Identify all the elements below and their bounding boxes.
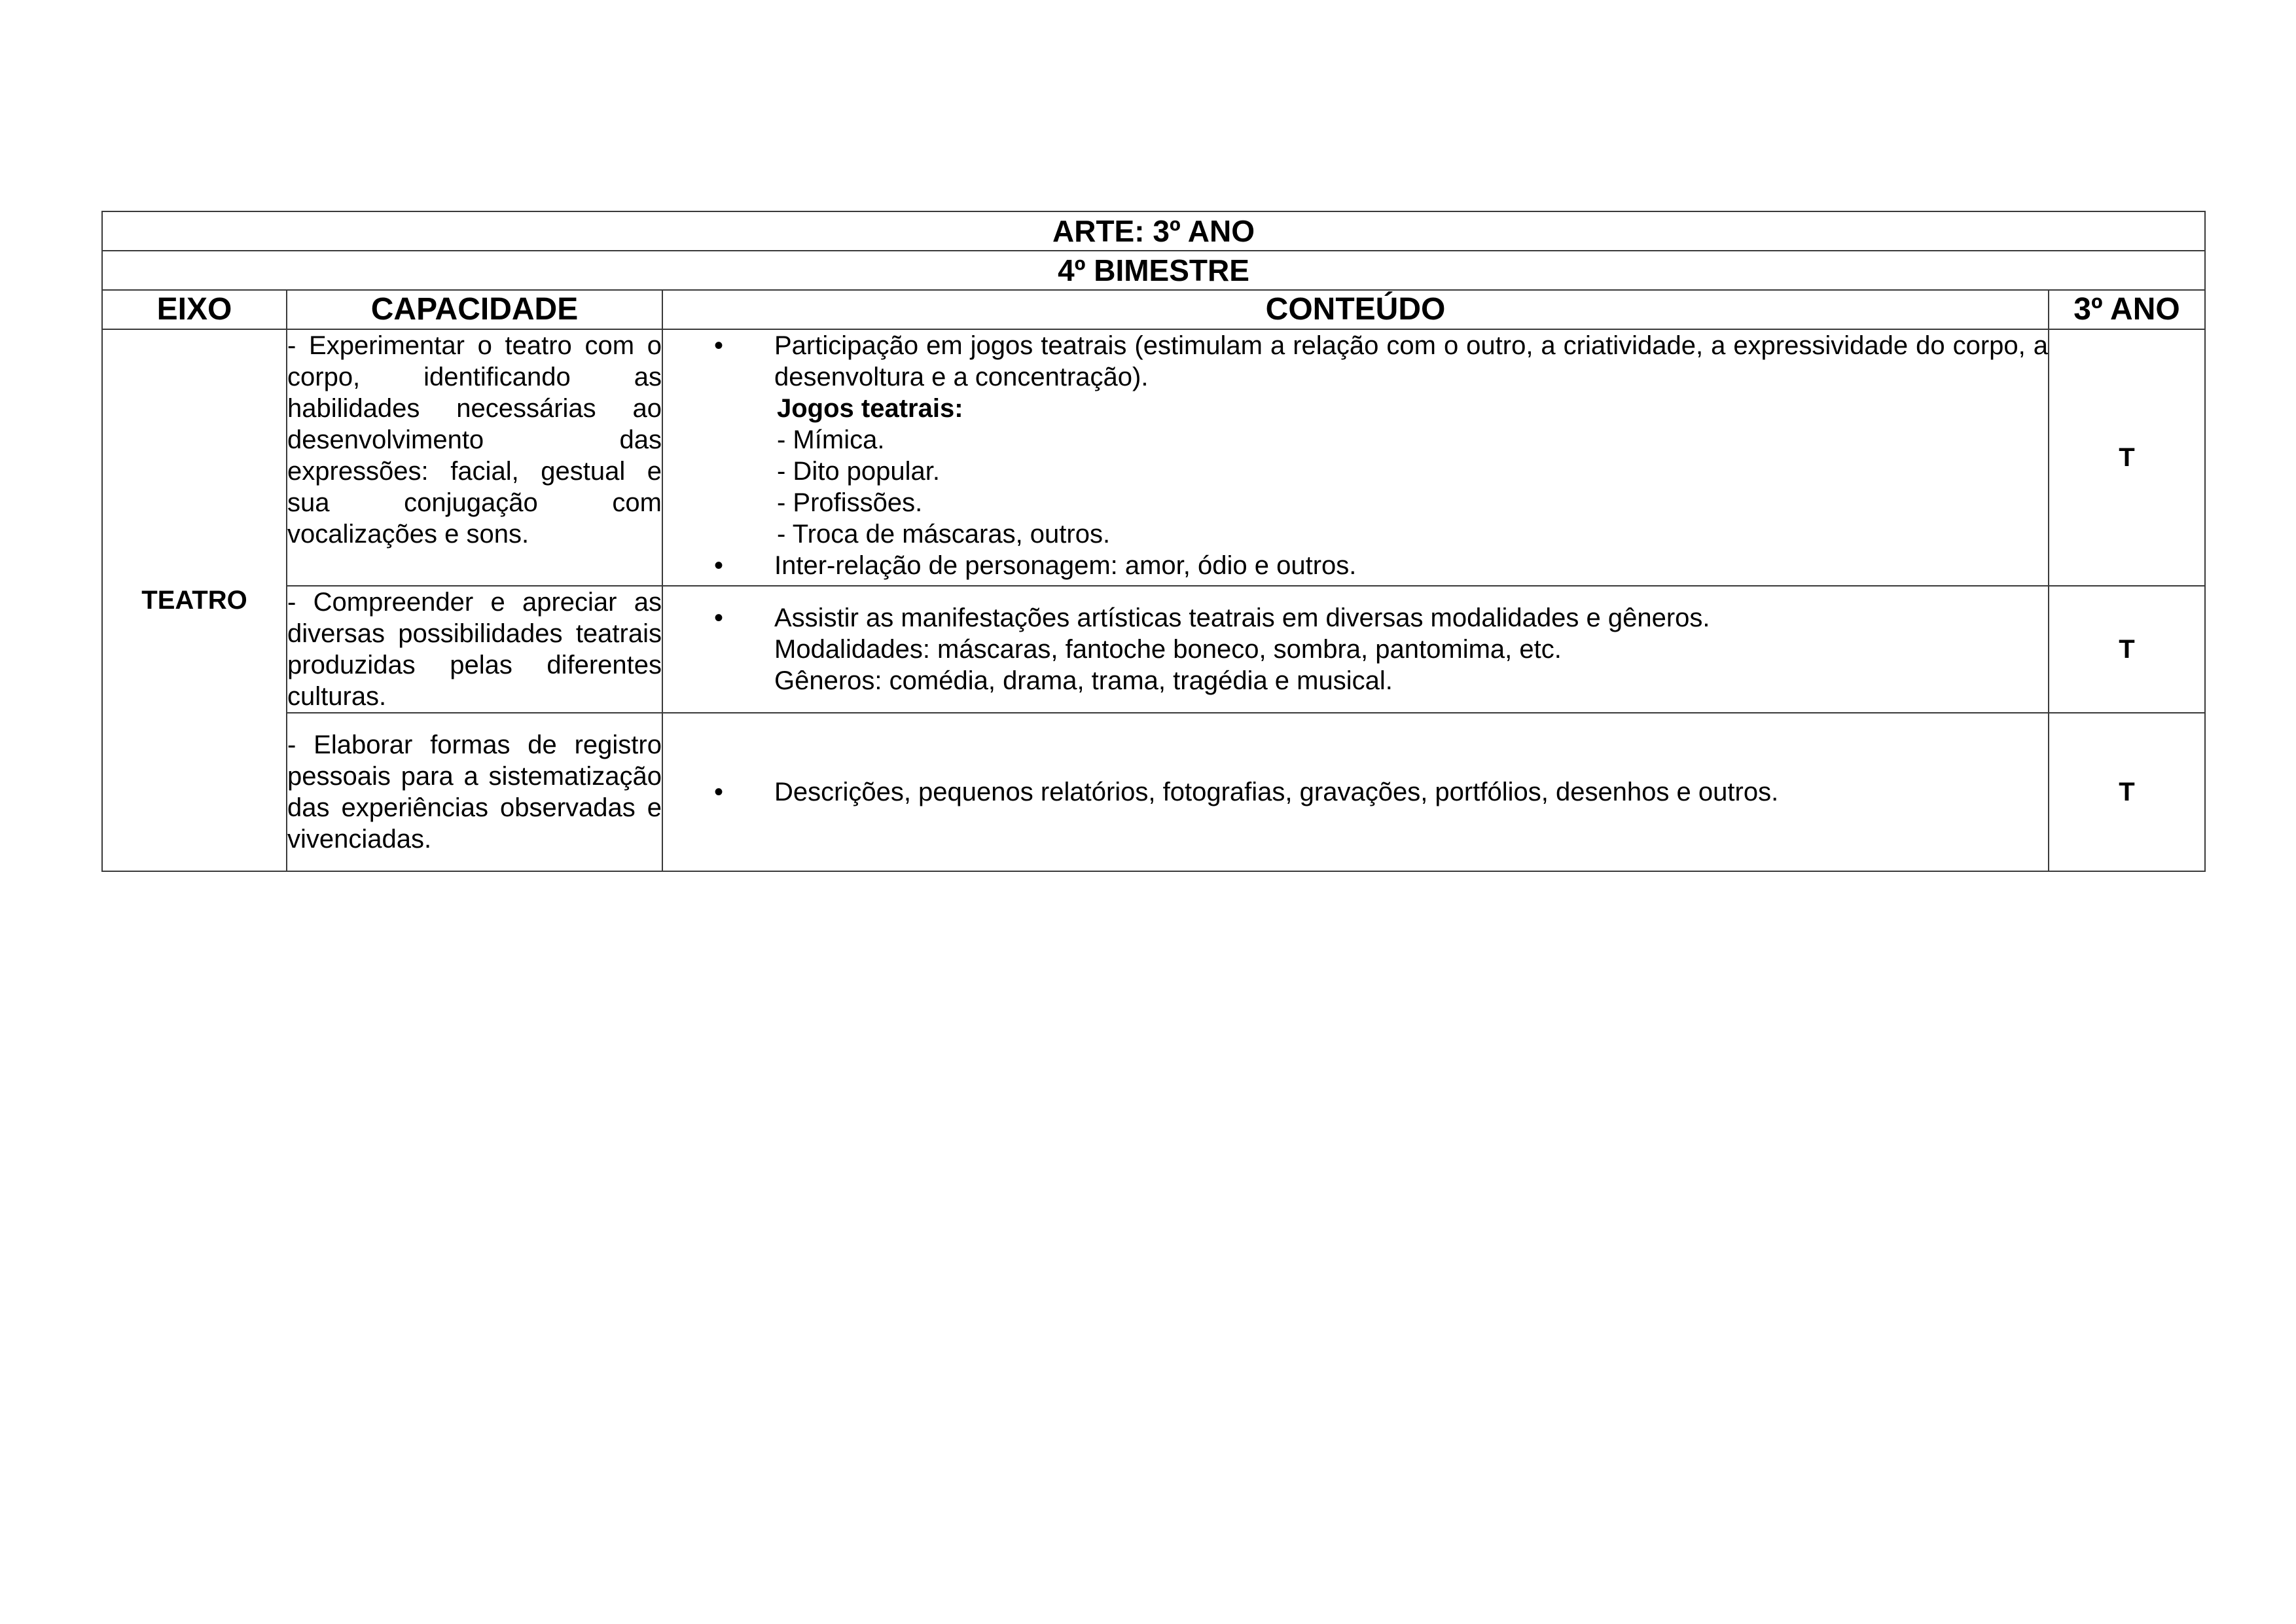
conteudo-text: Participação em jogos teatrais (estimulam a relação com o outro, a criatividade, a expressividade do corpo, a desenvoltura e a concentração). <box>774 331 2048 391</box>
title-row <box>102 211 2205 251</box>
conteudo-cell <box>662 713 2049 871</box>
jogos-item: - Troca de máscaras, outros. <box>777 520 1111 549</box>
conteudo-text: Assistir as manifestações artísticas teatrais em diversas modalidades e gêneros. <box>774 604 1710 632</box>
subtitle-row <box>102 251 2205 290</box>
table-row <box>102 586 2205 713</box>
conteudo-text: Descrições, pequenos relatórios, fotografias, gravações, portfólios, desenhos e outros. <box>774 778 1779 806</box>
jogos-item: - Dito popular. <box>777 457 941 486</box>
conteudo-cell <box>662 329 2049 586</box>
ano-cell: T <box>2049 713 2205 871</box>
header-capacidade: CAPACIDADE <box>287 290 662 329</box>
header-ano: 3º ANO <box>2049 290 2205 329</box>
capacidade-cell <box>287 586 662 713</box>
capacidade-cell <box>287 329 662 586</box>
jogos-item: - Mímica. <box>777 425 885 454</box>
list-item <box>663 776 2048 808</box>
list-item <box>663 602 2048 696</box>
table-title: ARTE: 3º ANO <box>102 211 2205 251</box>
conteudo-text: Inter-relação de personagem: amor, ódio e outros. <box>774 551 1357 580</box>
capacidade-text: - Experimentar o teatro com o corpo, identificando as habilidades necessárias ao desenvolvimento das expressões: facial, gestual e sua conjugação com vocalizações e sons. <box>287 331 662 549</box>
jogos-label: Jogos teatrais: <box>777 394 963 423</box>
jogos-item: - Profissões. <box>777 488 923 517</box>
table-row <box>102 329 2205 586</box>
bullet-icon: • <box>713 604 723 632</box>
table-subtitle: 4º BIMESTRE <box>102 251 2205 290</box>
bullet-icon: • <box>713 778 723 806</box>
ano-cell: T <box>2049 329 2205 586</box>
list-item <box>663 550 2048 581</box>
curriculum-table <box>101 211 2206 872</box>
header-row <box>102 290 2205 329</box>
conteudo-cell <box>662 586 2049 713</box>
modalidades-text: Modalidades: máscaras, fantoche boneco, sombra, pantomima, etc. <box>774 635 1562 664</box>
ano-cell: T <box>2049 586 2205 713</box>
capacidade-text: - Compreender e apreciar as diversas possibilidades teatrais produzidas pelas diferentes culturas. <box>287 588 662 711</box>
capacidade-cell <box>287 713 662 871</box>
bullet-icon: • <box>713 331 723 360</box>
capacidade-text: - Elaborar formas de registro pessoais para a sistematização das experiências observadas e vivenciadas. <box>287 731 662 854</box>
bullet-icon: • <box>713 551 723 580</box>
eixo-cell: TEATRO <box>102 329 287 871</box>
list-item <box>663 330 2048 393</box>
header-conteudo: CONTEÚDO <box>662 290 2049 329</box>
table-row <box>102 713 2205 871</box>
generos-text: Gêneros: comédia, drama, trama, tragédia e musical. <box>774 666 1393 695</box>
jogos-block <box>663 393 2048 550</box>
header-eixo: EIXO <box>102 290 287 329</box>
